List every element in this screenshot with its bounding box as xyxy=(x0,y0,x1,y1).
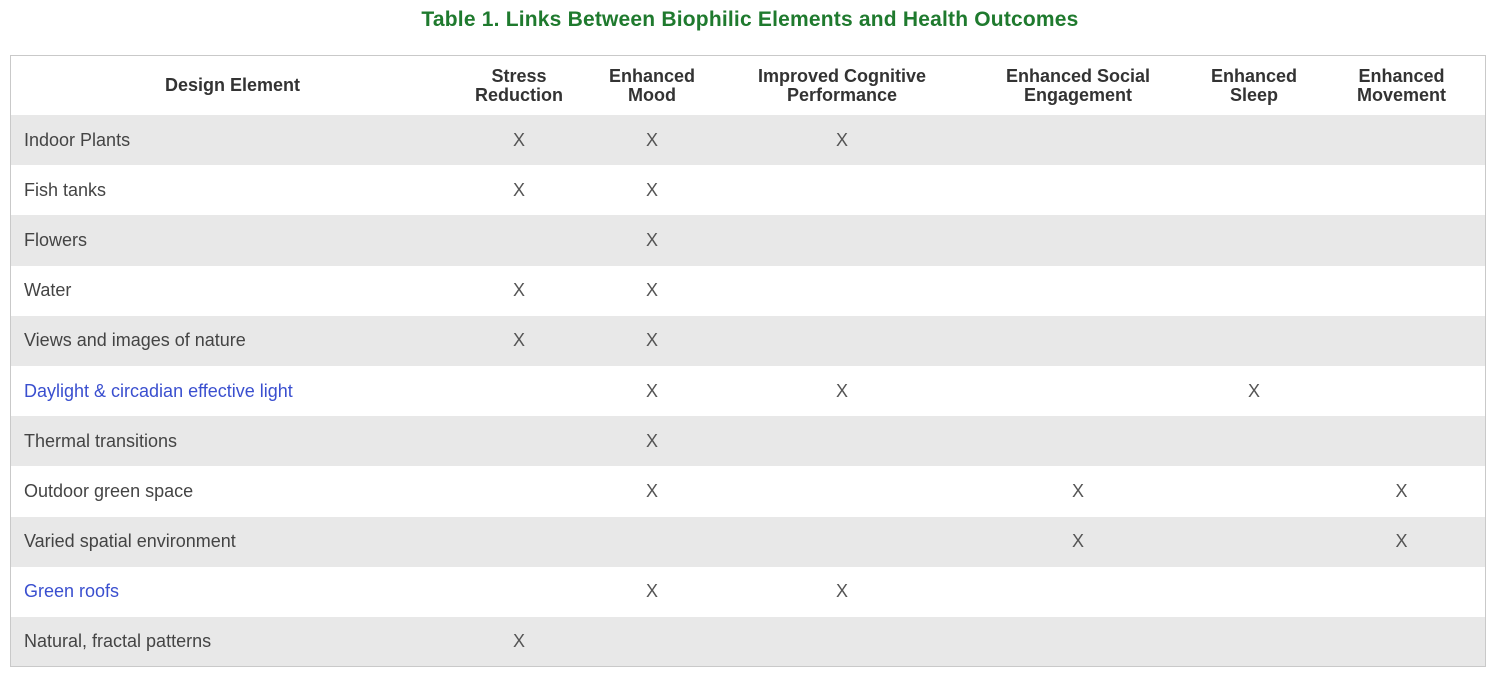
mark-cell-enhanced-social-engagement xyxy=(964,165,1192,215)
mark-cell-improved-cognitive-performance xyxy=(720,215,964,265)
design-element-name: Fish tanks xyxy=(11,165,454,215)
mark-cell-enhanced-movement xyxy=(1316,316,1486,366)
mark-cell-enhanced-mood: X xyxy=(584,466,720,516)
mark-cell-stress-reduction xyxy=(454,517,584,567)
column-header-line: Improved Cognitive xyxy=(757,65,927,86)
mark-cell-enhanced-mood: X xyxy=(584,416,720,466)
column-header-line: Enhanced xyxy=(608,65,696,86)
mark-cell-stress-reduction xyxy=(454,366,584,416)
table-row xyxy=(11,466,1486,516)
mark-cell-enhanced-mood xyxy=(584,517,720,567)
mark-cell-enhanced-social-engagement xyxy=(964,366,1192,416)
outcomes-table xyxy=(10,55,1486,667)
design-element-link[interactable]: Daylight & circadian effective light xyxy=(11,366,454,416)
table-caption: Table 1. Links Between Biophilic Elements and Health Outcomes xyxy=(421,8,1079,31)
mark-cell-enhanced-sleep xyxy=(1192,466,1316,516)
mark-cell-enhanced-mood xyxy=(584,617,720,667)
column-header-enhanced-social-engagement xyxy=(964,56,1192,115)
mark-cell-enhanced-movement: X xyxy=(1316,466,1486,516)
mark-cell-stress-reduction: X xyxy=(454,115,584,165)
mark-cell-stress-reduction: X xyxy=(454,316,584,366)
design-element-name: Water xyxy=(11,266,454,316)
mark-cell-enhanced-sleep xyxy=(1192,266,1316,316)
design-element-name: Thermal transitions xyxy=(11,416,454,466)
mark-cell-enhanced-mood: X xyxy=(584,165,720,215)
column-header-line: Reduction xyxy=(475,84,563,105)
column-header-line: Enhanced xyxy=(1358,65,1445,86)
design-element-name: Varied spatial environment xyxy=(11,517,454,567)
column-header-line: Enhanced xyxy=(1210,65,1298,86)
mark-cell-enhanced-sleep xyxy=(1192,115,1316,165)
mark-cell-enhanced-mood: X xyxy=(584,366,720,416)
mark-cell-stress-reduction xyxy=(454,416,584,466)
table-row xyxy=(11,266,1486,316)
mark-cell-enhanced-mood: X xyxy=(584,266,720,316)
mark-cell-improved-cognitive-performance xyxy=(720,165,964,215)
mark-cell-stress-reduction xyxy=(454,215,584,265)
mark-cell-enhanced-movement xyxy=(1316,416,1486,466)
mark-cell-enhanced-social-engagement xyxy=(964,416,1192,466)
mark-cell-improved-cognitive-performance xyxy=(720,266,964,316)
mark-cell-enhanced-movement: X xyxy=(1316,517,1486,567)
mark-cell-improved-cognitive-performance: X xyxy=(720,567,964,617)
mark-cell-enhanced-social-engagement xyxy=(964,316,1192,366)
mark-cell-enhanced-social-engagement xyxy=(964,215,1192,265)
mark-cell-enhanced-social-engagement: X xyxy=(964,517,1192,567)
mark-cell-stress-reduction xyxy=(454,466,584,516)
design-element-name: Natural, fractal patterns xyxy=(11,617,454,667)
table-row xyxy=(11,416,1486,466)
mark-cell-enhanced-social-engagement xyxy=(964,617,1192,667)
mark-cell-enhanced-movement xyxy=(1316,115,1486,165)
mark-cell-enhanced-sleep xyxy=(1192,416,1316,466)
mark-cell-stress-reduction: X xyxy=(454,617,584,667)
column-header-enhanced-sleep xyxy=(1192,56,1316,115)
mark-cell-enhanced-sleep xyxy=(1192,617,1316,667)
design-element-link[interactable]: Green roofs xyxy=(11,567,454,617)
mark-cell-stress-reduction: X xyxy=(454,165,584,215)
mark-cell-improved-cognitive-performance xyxy=(720,517,964,567)
mark-cell-improved-cognitive-performance xyxy=(720,316,964,366)
design-element-name: Outdoor green space xyxy=(11,466,454,516)
column-header-enhanced-movement xyxy=(1316,56,1486,115)
mark-cell-improved-cognitive-performance xyxy=(720,617,964,667)
mark-cell-enhanced-mood: X xyxy=(584,567,720,617)
mark-cell-enhanced-sleep xyxy=(1192,567,1316,617)
mark-cell-enhanced-movement xyxy=(1316,266,1486,316)
column-header-design-element xyxy=(11,56,454,115)
mark-cell-stress-reduction xyxy=(454,567,584,617)
table-row xyxy=(11,165,1486,215)
design-element-name: Indoor Plants xyxy=(11,115,454,165)
mark-cell-enhanced-social-engagement: X xyxy=(964,466,1192,516)
table-row xyxy=(11,215,1486,265)
design-element-name: Flowers xyxy=(11,215,454,265)
table-header-row xyxy=(11,56,1486,115)
table-row xyxy=(11,567,1486,617)
mark-cell-improved-cognitive-performance xyxy=(720,466,964,516)
mark-cell-enhanced-movement xyxy=(1316,366,1486,416)
column-header-line: Sleep xyxy=(1229,84,1279,105)
mark-cell-enhanced-movement xyxy=(1316,165,1486,215)
column-header-enhanced-mood xyxy=(584,56,720,115)
column-header-line: Enhanced Social xyxy=(1005,65,1151,86)
mark-cell-improved-cognitive-performance: X xyxy=(720,366,964,416)
column-header-line: Stress xyxy=(491,65,547,86)
mark-cell-enhanced-social-engagement xyxy=(964,266,1192,316)
mark-cell-enhanced-sleep xyxy=(1192,517,1316,567)
mark-cell-enhanced-mood: X xyxy=(584,316,720,366)
mark-cell-improved-cognitive-performance: X xyxy=(720,115,964,165)
mark-cell-enhanced-social-engagement xyxy=(964,115,1192,165)
mark-cell-enhanced-movement xyxy=(1316,567,1486,617)
table-row xyxy=(11,366,1486,416)
mark-cell-enhanced-mood: X xyxy=(584,215,720,265)
column-header-improved-cognitive-performance xyxy=(720,56,964,115)
table-row xyxy=(11,517,1486,567)
mark-cell-enhanced-sleep xyxy=(1192,165,1316,215)
column-header-line: Mood xyxy=(628,84,676,105)
mark-cell-enhanced-social-engagement xyxy=(964,567,1192,617)
table-row xyxy=(11,115,1486,165)
design-element-name: Views and images of nature xyxy=(11,316,454,366)
column-header-line: Movement xyxy=(1356,84,1446,105)
outcomes-table-grid xyxy=(11,56,1486,667)
mark-cell-enhanced-movement xyxy=(1316,617,1486,667)
mark-cell-enhanced-mood: X xyxy=(584,115,720,165)
table-row xyxy=(11,617,1486,667)
mark-cell-improved-cognitive-performance xyxy=(720,416,964,466)
column-header-stress-reduction xyxy=(454,56,584,115)
column-header-line: Design Element xyxy=(164,75,301,95)
table-body xyxy=(11,115,1486,667)
mark-cell-enhanced-sleep xyxy=(1192,316,1316,366)
table-row xyxy=(11,316,1486,366)
mark-cell-enhanced-movement xyxy=(1316,215,1486,265)
column-header-line: Performance xyxy=(786,84,898,105)
mark-cell-stress-reduction: X xyxy=(454,266,584,316)
mark-cell-enhanced-sleep xyxy=(1192,215,1316,265)
mark-cell-enhanced-sleep: X xyxy=(1192,366,1316,416)
column-header-line: Engagement xyxy=(1023,84,1133,105)
